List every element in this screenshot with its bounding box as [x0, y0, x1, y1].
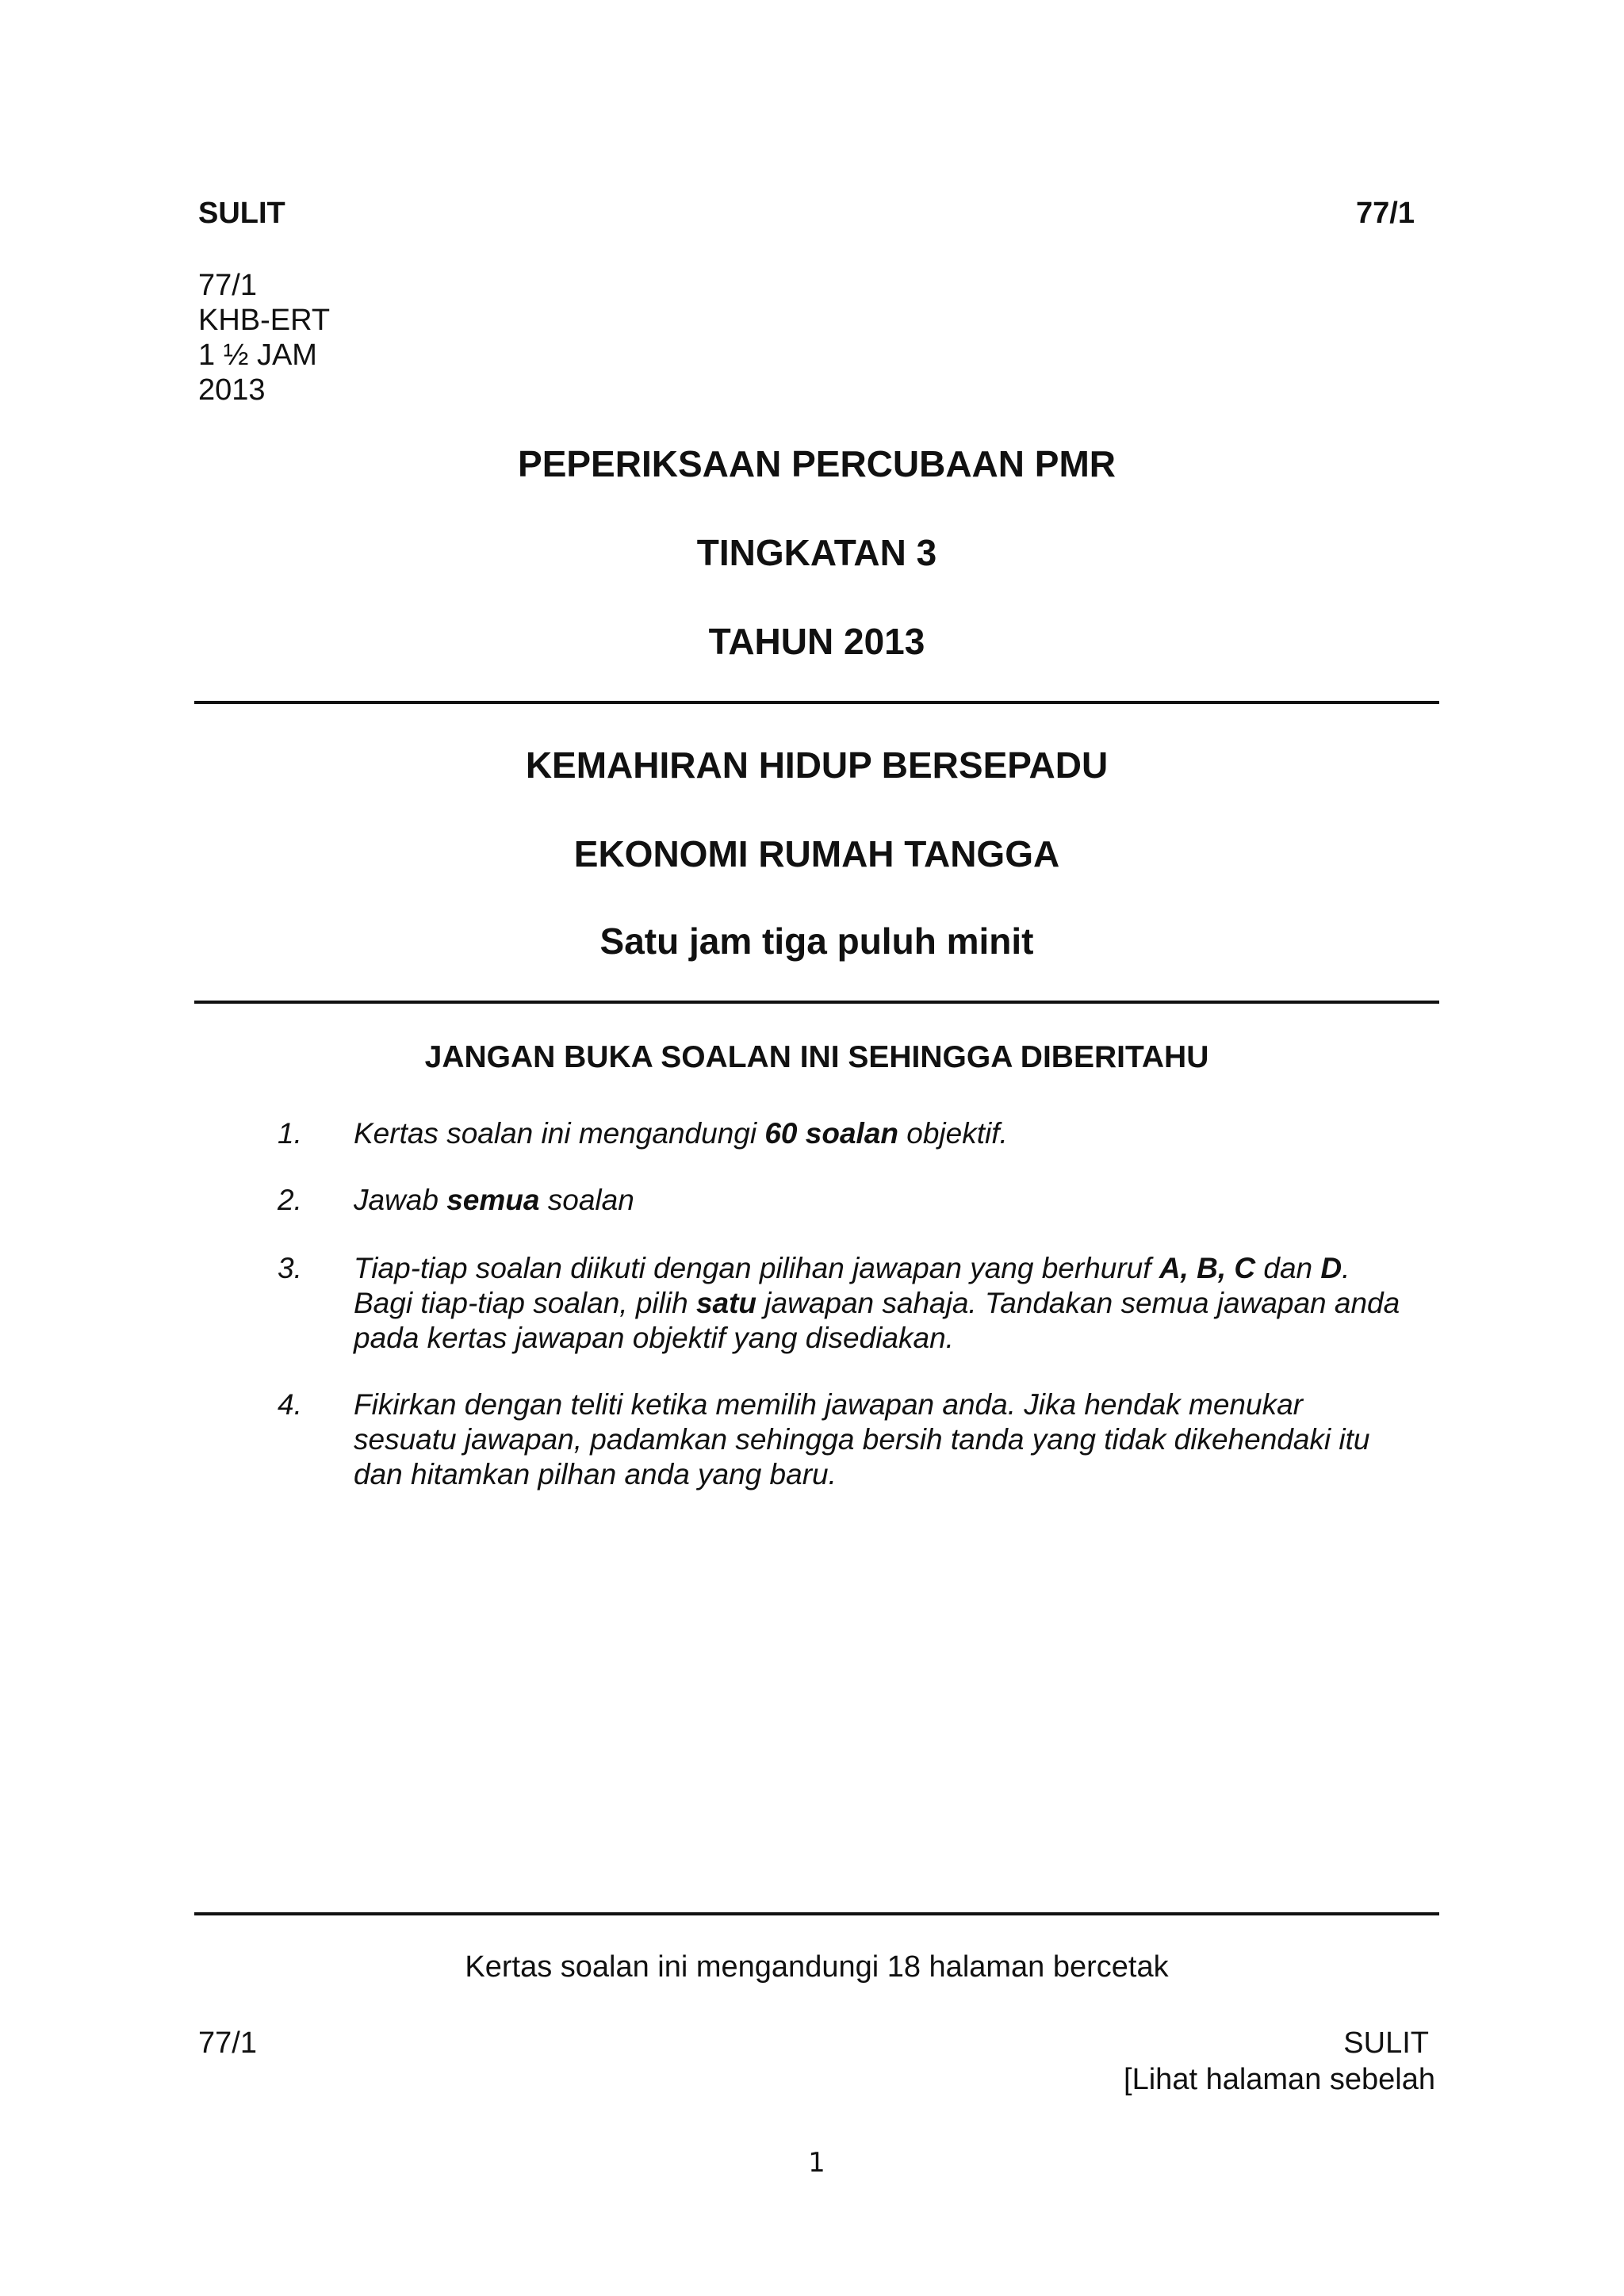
- code-block: [198, 268, 330, 408]
- instruction-number: 3.: [278, 1252, 302, 1284]
- footer-paper-code: 77/1: [198, 2026, 257, 2060]
- instruction-text: Fikirkan dengan teliti ketika memilih jawapan anda. Jika hendak menukar sesuatu jawapan, padamkan sehingga bersih tanda yang tidak dikehendaki itu dan hitamkan pilhan anda yang baru.: [354, 1388, 1370, 1490]
- instruction-text: Jawab semua soalan: [354, 1184, 634, 1216]
- exam-title: PEPERIKSAAN PERCUBAAN PMR: [518, 443, 1116, 484]
- instruction-number: 2.: [278, 1184, 302, 1216]
- subject-title: KEMAHIRAN HIDUP BERSEPADU: [525, 744, 1109, 786]
- header-paper-code: 77/1: [1356, 197, 1415, 230]
- code-line: KHB-ERT: [198, 304, 331, 337]
- component-title: EKONOMI RUMAH TANGGA: [573, 833, 1060, 874]
- duration-title: Satu jam tiga puluh minit: [599, 920, 1034, 962]
- form-title: TINGKATAN 3: [696, 532, 937, 573]
- instruction-text: Tiap-tiap soalan diikuti dengan pilihan jawapan yang berhuruf A, B, C dan D. Bagi tiap-tiap soalan, pilih satu jawapan sahaja. Tandakan semua jawapan anda pada kertas jawapan objektif yang disediakan.: [354, 1252, 1400, 1354]
- divider-bottom: [194, 1912, 1439, 1915]
- page-count-note: Kertas soalan ini mengandungi 18 halaman bercetak: [465, 1950, 1169, 1984]
- instruction-text: Kertas soalan ini mengandungi 60 soalan objektif.: [354, 1117, 1008, 1150]
- divider-top: [194, 701, 1439, 704]
- instruction-number: 4.: [278, 1388, 302, 1421]
- divider-middle: [194, 1001, 1439, 1004]
- footer-confidential-label: SULIT: [1343, 2026, 1429, 2060]
- year-title: TAHUN 2013: [708, 621, 925, 662]
- instruction-number: 1.: [278, 1117, 302, 1150]
- page-number: 1: [808, 2147, 825, 2179]
- instruction-heading: JANGAN BUKA SOALAN INI SEHINGGA DIBERITAHU: [424, 1040, 1209, 1074]
- header-confidential-label: SULIT: [198, 197, 285, 230]
- code-line: 77/1: [198, 269, 257, 302]
- next-page-note: [Lihat halaman sebelah: [1124, 2063, 1435, 2096]
- code-line: 1 ½ JAM: [198, 339, 317, 372]
- code-line: 2013: [198, 373, 266, 407]
